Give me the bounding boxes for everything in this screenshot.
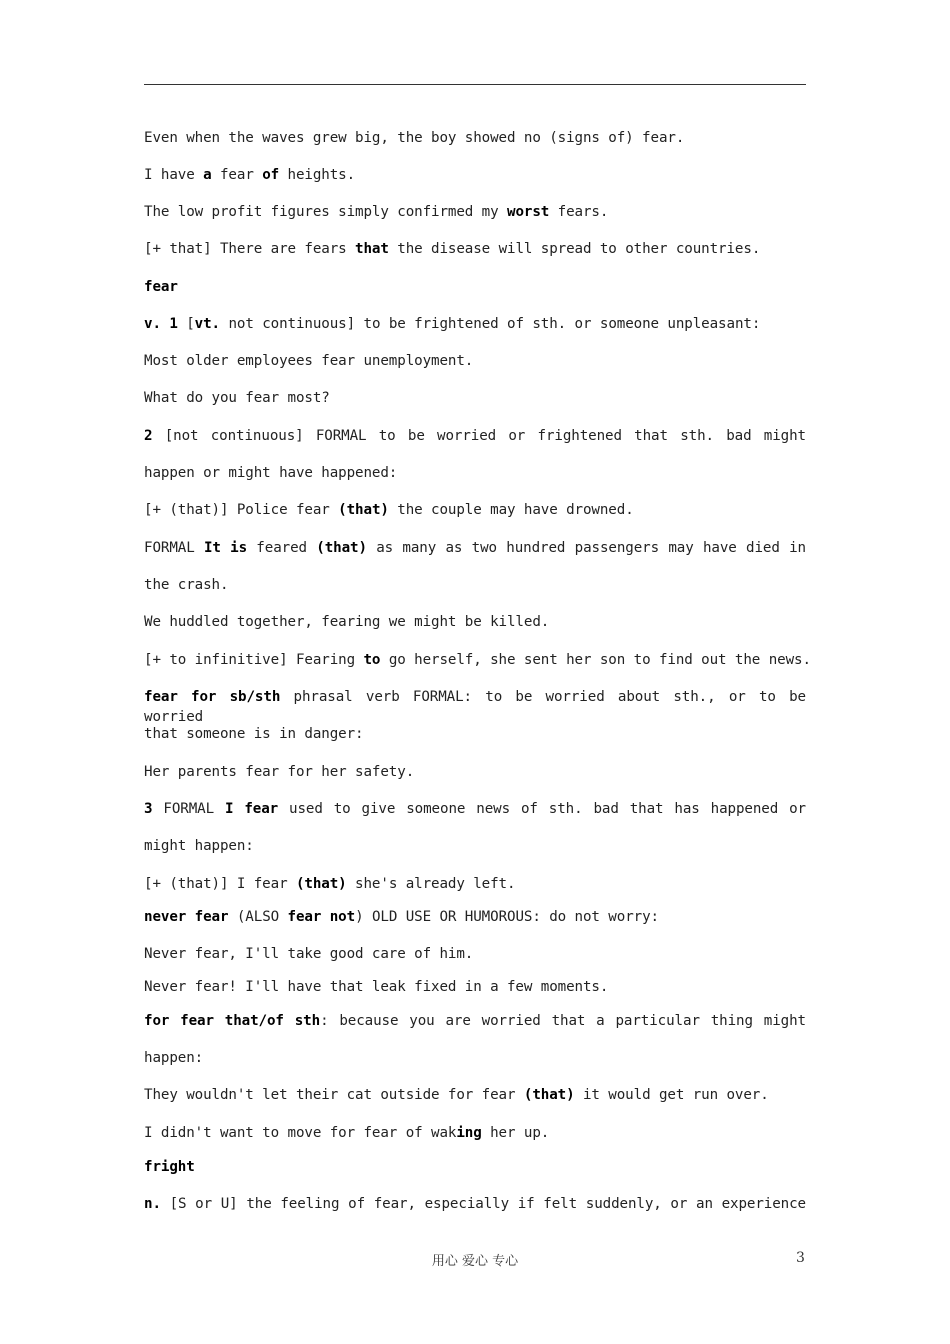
bold-term: 3 bbox=[144, 801, 153, 817]
bold-term: fear for sb/sth bbox=[144, 689, 281, 705]
text-run: I have bbox=[144, 167, 204, 183]
text-line bbox=[144, 1123, 806, 1143]
text-run: Even when the waves grew big, the boy showed no (signs of) fear. bbox=[144, 130, 685, 146]
text-line bbox=[144, 687, 806, 727]
text-run: What do you fear most? bbox=[144, 390, 330, 406]
bold-term: fear not bbox=[287, 909, 356, 925]
text-run: that someone is in danger: bbox=[144, 726, 364, 742]
text-line bbox=[144, 165, 806, 185]
text-line bbox=[144, 202, 806, 222]
text-run: ) OLD USE OR HUMOROUS: do not worry: bbox=[355, 909, 659, 925]
text-run: the disease will spread to other countries. bbox=[388, 241, 761, 257]
text-line bbox=[144, 650, 811, 670]
bold-term: worst bbox=[507, 204, 550, 220]
bold-term: 2 bbox=[144, 428, 153, 444]
text-run: FORMAL bbox=[144, 540, 204, 556]
text-run: : because you are worried that a particular thing might bbox=[320, 1013, 806, 1029]
bold-term: fear bbox=[144, 279, 178, 295]
text-run: (ALSO bbox=[228, 909, 288, 925]
text-run: FORMAL bbox=[152, 801, 225, 817]
text-run: [+ (that)] I fear bbox=[144, 876, 296, 892]
bold-term: (that) bbox=[338, 502, 389, 518]
text-line bbox=[144, 128, 806, 148]
header-rule bbox=[144, 84, 806, 85]
text-run: it would get run over. bbox=[574, 1087, 769, 1103]
text-line bbox=[144, 1085, 806, 1105]
text-line bbox=[144, 463, 806, 483]
text-line bbox=[144, 351, 806, 371]
text-run: [+ to infinitive] Fearing bbox=[144, 652, 364, 668]
text-run: her up. bbox=[481, 1125, 550, 1141]
text-run: might happen: bbox=[144, 838, 254, 854]
text-run: Her parents fear for her safety. bbox=[144, 764, 415, 780]
text-line bbox=[144, 874, 806, 894]
text-run: The low profit figures simply confirmed my bbox=[144, 204, 507, 220]
text-line bbox=[144, 239, 806, 259]
text-run: [S or U] the feeling of fear, especially if felt suddenly, or an experience bbox=[160, 1196, 806, 1212]
bold-term: (that) bbox=[316, 540, 367, 556]
text-run: as many as two hundred passengers may have died in bbox=[366, 540, 806, 556]
text-run: [ bbox=[177, 316, 195, 332]
text-run: Never fear, I'll take good care of him. bbox=[144, 946, 474, 962]
text-run: fears. bbox=[549, 204, 609, 220]
text-run: Never fear! I'll have that leak fixed in a few moments. bbox=[144, 979, 609, 995]
bold-term: (that) bbox=[295, 876, 347, 892]
text-run: [+ that] There are fears bbox=[144, 241, 356, 257]
text-run: not continuous] to be frightened of sth. or someone unpleasant: bbox=[220, 316, 761, 332]
text-line bbox=[144, 1157, 806, 1177]
text-line bbox=[144, 799, 806, 819]
text-run: the crash. bbox=[144, 577, 229, 593]
text-run: I didn't want to move for fear of wak bbox=[144, 1125, 457, 1141]
page-number: 3 bbox=[796, 1250, 805, 1266]
bold-term: of bbox=[262, 167, 280, 183]
text-run: We huddled together, fearing we might be killed. bbox=[144, 614, 550, 630]
text-line bbox=[144, 500, 806, 520]
bold-term: v. 1 bbox=[144, 316, 178, 332]
bold-term: for fear that/of sth bbox=[144, 1013, 321, 1029]
bold-term: It is bbox=[203, 540, 248, 556]
bold-term: n. bbox=[144, 1196, 161, 1212]
footer-motto: 用心 爱心 专心 bbox=[431, 1254, 519, 1269]
text-line bbox=[144, 977, 806, 997]
text-run: go herself, she sent her son to find out the news. bbox=[380, 652, 811, 668]
text-line bbox=[144, 538, 806, 558]
text-line bbox=[144, 907, 806, 927]
text-run: happen: bbox=[144, 1050, 204, 1066]
text-line bbox=[144, 388, 806, 408]
text-run: the couple may have drowned. bbox=[388, 502, 634, 518]
text-run: feared bbox=[247, 540, 317, 556]
text-line bbox=[144, 314, 806, 334]
text-line bbox=[144, 836, 806, 856]
text-line bbox=[144, 277, 806, 297]
bold-term: a bbox=[203, 167, 212, 183]
bold-term: fright bbox=[144, 1159, 195, 1175]
text-run: fear bbox=[211, 167, 263, 183]
bold-term: to bbox=[363, 652, 381, 668]
text-run: [+ (that)] Police fear bbox=[144, 502, 339, 518]
text-line bbox=[144, 1048, 806, 1068]
bold-term: vt. bbox=[194, 316, 220, 332]
bold-term: (that) bbox=[523, 1087, 575, 1103]
text-line bbox=[144, 724, 806, 744]
text-line bbox=[144, 762, 806, 782]
text-run: They wouldn't let their cat outside for fear bbox=[144, 1087, 524, 1103]
bold-term: ing bbox=[456, 1125, 482, 1141]
text-run: used to give someone news of sth. bad that has happened or bbox=[278, 801, 806, 817]
text-run: Most older employees fear unemployment. bbox=[144, 353, 474, 369]
text-run: she's already left. bbox=[346, 876, 516, 892]
text-line bbox=[144, 612, 806, 632]
text-run: happen or might have happened: bbox=[144, 465, 398, 481]
text-line bbox=[144, 426, 806, 446]
text-run: heights. bbox=[279, 167, 356, 183]
bold-term: never fear bbox=[144, 909, 229, 925]
text-line bbox=[144, 1011, 806, 1031]
text-line bbox=[144, 575, 806, 595]
bold-term: I fear bbox=[224, 801, 279, 817]
text-line bbox=[144, 944, 806, 964]
text-line bbox=[144, 1194, 806, 1214]
text-run: [not continuous] FORMAL to be worried or frightened that sth. bad might bbox=[152, 428, 806, 444]
bold-term: that bbox=[355, 241, 389, 257]
text-run: phrasal verb FORMAL: to be worried about sth., or to be worried bbox=[144, 689, 806, 725]
